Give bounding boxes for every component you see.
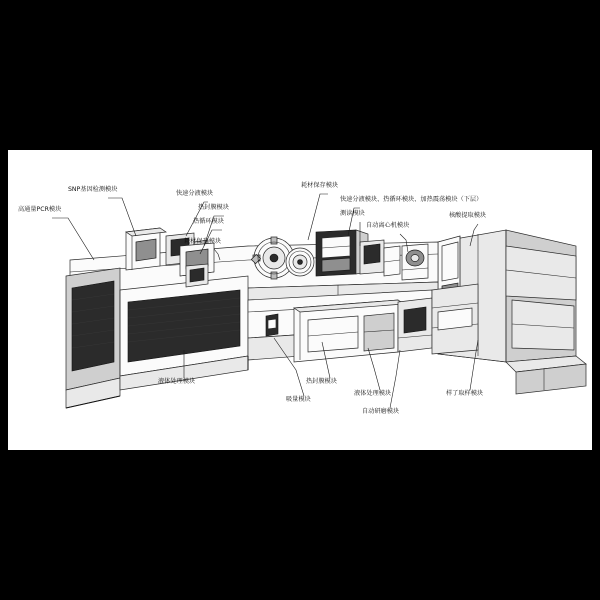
label-auto-centrifuge: 自动离心机模块	[366, 222, 410, 229]
label-high-throughput-pcr: 高通量PCR模块	[18, 206, 62, 213]
diagram-sheet	[8, 150, 592, 450]
label-fast-liquid-thermo-shake: 快速分液模块、热循环模块、加热震荡模块（下层）	[340, 196, 483, 203]
label-auto-grinding: 自动研磨模块	[362, 408, 400, 415]
label-consumable-storage: 耗材保存模块	[301, 182, 339, 189]
label-detection-module: 测读模块	[340, 210, 365, 217]
label-sample-preparation: 样了取样模块	[446, 390, 484, 397]
label-liquid-handling-2: 液体处理模块	[354, 390, 392, 397]
label-thermo-cycling-module: 热循环模块	[193, 218, 224, 225]
label-snp-module: SNP基因检测模块	[68, 186, 118, 193]
label-liquid-handling: 液体处理模块	[158, 378, 196, 385]
label-heat-seal-module-2: 热封膜模块	[306, 378, 337, 385]
leader-lines	[8, 150, 592, 450]
label-consumable-storage-2: 耗材保存模块	[184, 238, 222, 245]
label-nucleic-acid-extraction: 核酸提取模块	[449, 212, 487, 219]
label-fast-liquid-module: 快速分液模块	[176, 190, 214, 197]
label-heat-seal-module: 热封膜模块	[198, 204, 229, 211]
label-pipetting-module: 吸量模块	[286, 396, 311, 403]
